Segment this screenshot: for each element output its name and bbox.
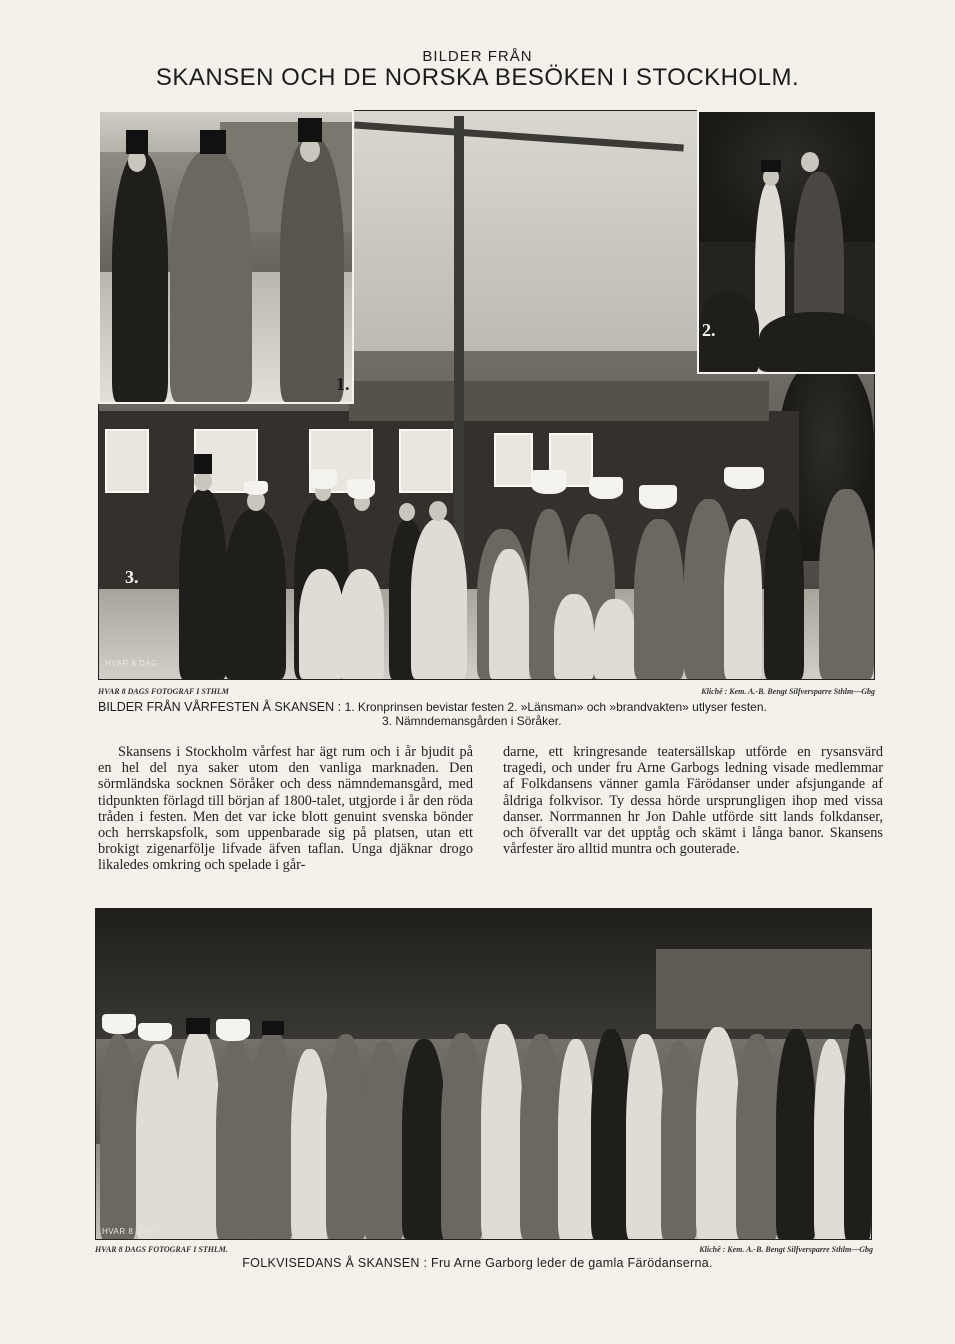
- photo-lansman-brandvakten: [697, 110, 877, 374]
- top-caption: [98, 700, 883, 714]
- plate-number-2: 2.: [702, 320, 716, 340]
- photo-credit-bottom-right: Klichê : Kem. A.-B. Bengt Silfversparre Sthlm—Gbg: [699, 1245, 873, 1254]
- plate-number-3: 3.: [125, 567, 139, 587]
- page-kicker: BILDER FRÅN: [422, 48, 533, 65]
- top-caption-line1: 1. Kronprinsen bevistar festen 2. »Länsman» och »brandvakten» utlyser festen.: [344, 700, 767, 714]
- article-paragraph-1: Skansens i Stockholm vårfest har ägt rum och i år bjudit på en hel del nya saker utom den vanliga marknaden. Den sörmländska socknen Söråker och dess nämndemansgård, med tidpunkten förlagd till början af 1800-talet, utgjorde i år den röda tråden i festen. Men det var icke blott genuint svenska bönder och herrskapsfolk, som uppenbarade sig på platsen, utan ett brokigt zigenarfölje lifvade äfven taflan. Unga djäknar drogo likaledes omkring och spelade i går-: [98, 744, 473, 874]
- plate-number-1: 1.: [336, 374, 350, 394]
- photo-folkvisedans: [95, 908, 872, 1240]
- top-caption-line2: 3. Nämndemansgården i Söråker.: [382, 714, 562, 728]
- bottom-caption: FOLKVISEDANS Å SKANSEN : Fru Arne Garborg leder de gamla Färödanserna.: [242, 1256, 713, 1270]
- article-column-2: [503, 744, 883, 857]
- photo-imprint: HVAR 8 DAG: [105, 659, 158, 668]
- photo-kronprinsen: [98, 110, 354, 404]
- photo-imprint-bottom: HVAR 8 DAG: [102, 1227, 155, 1236]
- photo-credit-top-left: HVAR 8 DAGS FOTOGRAF I STHLM: [98, 687, 229, 696]
- article-paragraph-2: darne, ett kringresande teatersällskap utförde en rysansvärd tragedi, och under fru Arne Garbogs ledning visade medlemmar af Folkdansens vänner gamla Färödanser under afsjungande af åldriga folkvisor. Ty dessa hörde ursprungligen ihop med vissa danser. Norrmannen hr Jon Dahle utförde sitt lands folkdanser, och öfverallt var det upptåg och skämt i långa banor. Skansens vårfester äro alltid muntra och gouterade.: [503, 744, 883, 858]
- photo-credit-top-right: Klichê : Kem. A.-B. Bengt Silfversparre Sthlm—Gbg: [701, 687, 875, 696]
- photo-credit-bottom-left: HVAR 8 DAGS FOTOGRAF I STHLM.: [95, 1245, 228, 1254]
- article-column-1: [98, 744, 473, 874]
- page-title: SKANSEN OCH DE NORSKA BESÖKEN I STOCKHOLM.: [155, 64, 800, 91]
- top-caption-lead: BILDER FRÅN VÅRFESTEN Å SKANSEN :: [98, 700, 342, 714]
